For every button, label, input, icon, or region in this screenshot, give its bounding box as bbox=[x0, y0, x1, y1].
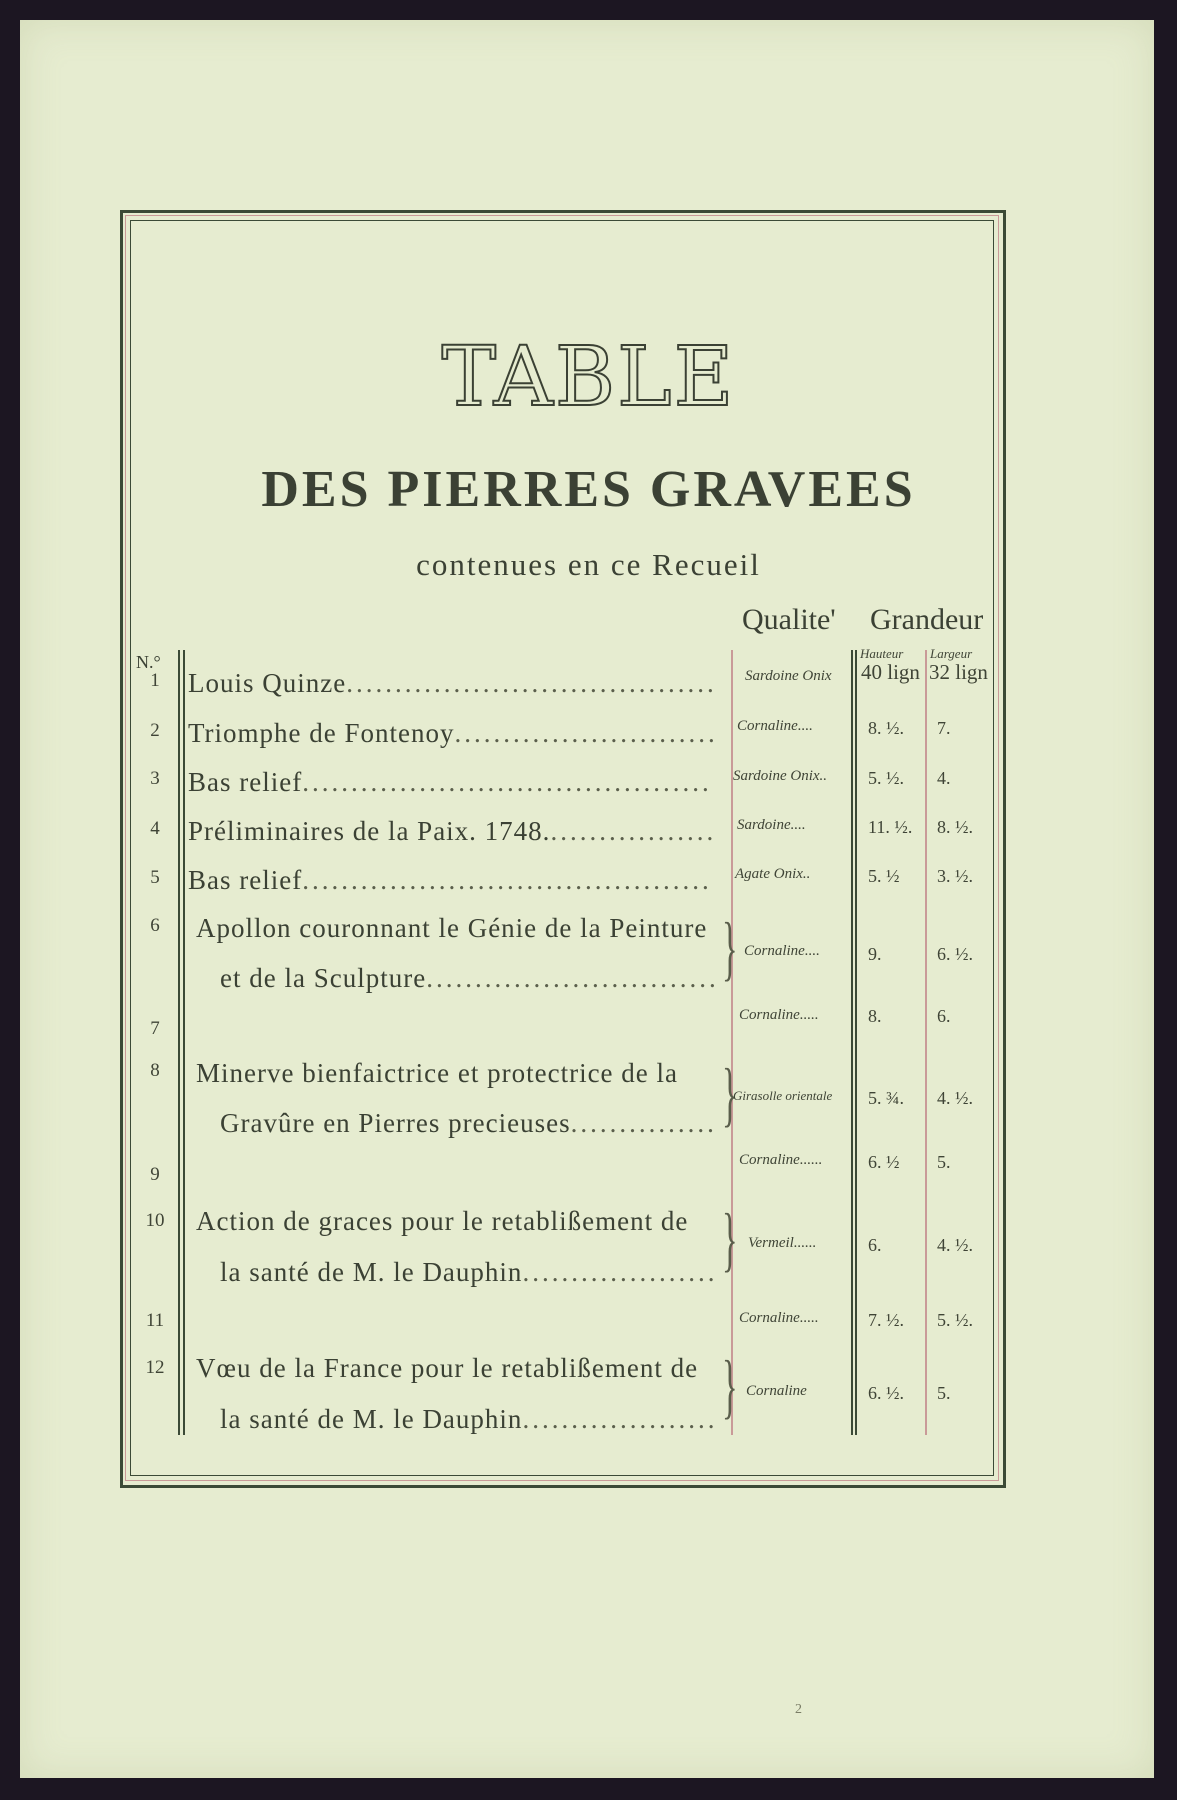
entry-hauteur: 8. bbox=[868, 1006, 882, 1026]
entry-largeur: 5. ½. bbox=[937, 1310, 973, 1330]
entry-qualite: Agate Onix.. bbox=[735, 866, 811, 882]
curly-brace-icon: } bbox=[722, 1346, 738, 1426]
entry-number: 1 bbox=[150, 670, 160, 691]
entry-largeur: 5. bbox=[937, 1383, 951, 1403]
column-header-grandeur: Grandeur bbox=[870, 603, 984, 636]
entry-qualite: Cornaline..... bbox=[739, 1310, 819, 1326]
entry-number: 7 bbox=[150, 1018, 160, 1039]
entry-qualite: Cornaline...... bbox=[739, 1152, 823, 1168]
entry-largeur: 8. ½. bbox=[937, 817, 973, 837]
entry-number: 9 bbox=[150, 1164, 160, 1185]
rule-grandeur-mid bbox=[925, 650, 927, 1435]
entry-qualite: Sardoine Onix bbox=[745, 668, 832, 684]
entry-largeur: 7. bbox=[937, 718, 951, 738]
entry-largeur: 6. bbox=[937, 1006, 951, 1026]
footer-mark: 2 bbox=[795, 1702, 802, 1717]
entry-title-line: Vœu de la France pour le retablißement de bbox=[196, 1353, 699, 1383]
entry-title-line: Bas relief.......................................... bbox=[188, 767, 712, 797]
entry-title-line: Bas relief.......................................... bbox=[188, 865, 712, 895]
entry-qualite: Cornaline..... bbox=[739, 1007, 819, 1023]
entry-number: 5 bbox=[150, 867, 160, 888]
entry-title-line: Apollon couronnant le Génie de la Peinture bbox=[196, 913, 708, 943]
entry-qualite: Cornaline.... bbox=[737, 718, 813, 734]
entry-hauteur: 6. ½. bbox=[868, 1383, 904, 1403]
dot-leader: .......................................... bbox=[302, 865, 712, 895]
rule-qual-right-1 bbox=[851, 650, 853, 1435]
page-subtitle-secondary: contenues en ce Recueil bbox=[416, 547, 761, 582]
entry-qualite: Sardoine.... bbox=[737, 817, 806, 833]
entry-hauteur: 8. ½. bbox=[868, 718, 904, 738]
entry-number: 8 bbox=[150, 1060, 160, 1081]
page-subtitle: DES PIERRES GRAVEES bbox=[261, 461, 916, 518]
dot-leader: ...................................... bbox=[346, 668, 717, 698]
entry-hauteur: 9. bbox=[868, 944, 882, 964]
largeur-unit: 32 lign bbox=[929, 660, 988, 684]
entry-title-line: et de la Sculpture.............................. bbox=[220, 963, 719, 993]
curly-brace-icon: } bbox=[722, 1054, 738, 1134]
entry-number: 11 bbox=[145, 1310, 165, 1331]
entry-title-line: Louis Quinze...................................... bbox=[188, 668, 717, 698]
entry-qualite: Cornaline bbox=[746, 1383, 807, 1399]
entry-title-line: la santé de M. le Dauphin.................... bbox=[220, 1257, 718, 1287]
entry-title-line: Préliminaires de la Paix. 1748.................. bbox=[188, 816, 717, 846]
column-header-hauteur: Hauteur bbox=[860, 646, 904, 661]
column-header-largeur: Largeur bbox=[930, 646, 973, 661]
entry-number: 3 bbox=[150, 768, 160, 789]
entry-hauteur: 5. ½. bbox=[868, 768, 904, 788]
dot-leader: ........................... bbox=[454, 718, 718, 748]
entry-qualite: Cornaline.... bbox=[744, 943, 820, 959]
entry-hauteur: 5. ¾. bbox=[868, 1088, 904, 1108]
rule-qual-right-2 bbox=[855, 650, 857, 1435]
entry-hauteur: 5. ½ bbox=[868, 866, 900, 886]
curly-brace-icon: } bbox=[722, 1199, 738, 1279]
entry-title-line: Action de graces pour le retablißement de bbox=[196, 1206, 689, 1236]
entry-largeur: 4. ½. bbox=[937, 1235, 973, 1255]
entry-title-line: Triomphe de Fontenoy........................... bbox=[188, 718, 718, 748]
dot-leader: .................... bbox=[522, 1257, 718, 1287]
dot-leader: .............................. bbox=[426, 963, 719, 993]
entry-title-line: Gravûre en Pierres precieuses............... bbox=[220, 1108, 717, 1138]
entry-largeur: 4. bbox=[937, 768, 951, 788]
rule-left-2 bbox=[183, 650, 185, 1435]
entry-largeur: 3. ½. bbox=[937, 866, 973, 886]
entry-hauteur: 6. ½ bbox=[868, 1152, 900, 1172]
entry-qualite: Vermeil...... bbox=[748, 1235, 817, 1251]
entry-number: 2 bbox=[150, 720, 160, 741]
entry-number: 12 bbox=[145, 1357, 165, 1378]
column-header-numero: N.° bbox=[136, 652, 161, 672]
dot-leader: .................... bbox=[522, 1404, 718, 1434]
entry-hauteur: 6. bbox=[868, 1235, 882, 1255]
dot-leader: ............... bbox=[570, 1108, 717, 1138]
entry-hauteur: 7. ½. bbox=[868, 1310, 904, 1330]
entry-largeur: 4. ½. bbox=[937, 1088, 973, 1108]
entry-title-line: Minerve bienfaictrice et protectrice de la bbox=[196, 1058, 679, 1088]
rule-left-1 bbox=[178, 650, 180, 1435]
curly-brace-icon: } bbox=[722, 908, 738, 988]
hauteur-unit: 40 lign bbox=[861, 660, 920, 684]
entry-qualite: Girasolle orientale bbox=[733, 1088, 833, 1103]
entry-number: 6 bbox=[150, 915, 160, 936]
column-header-qualite: Qualite' bbox=[742, 603, 836, 636]
dot-leader: ................. bbox=[550, 816, 717, 846]
page-title: TABLE bbox=[441, 330, 736, 425]
entry-title-line: la santé de M. le Dauphin.................... bbox=[220, 1404, 718, 1434]
entry-number: 4 bbox=[150, 818, 160, 839]
entry-largeur: 6. ½. bbox=[937, 944, 973, 964]
dot-leader: .......................................... bbox=[302, 767, 712, 797]
entry-number: 10 bbox=[145, 1210, 165, 1231]
entry-largeur: 5. bbox=[937, 1152, 951, 1172]
entry-qualite: Sardoine Onix.. bbox=[733, 768, 828, 784]
entry-hauteur: 11. ½. bbox=[868, 817, 913, 837]
